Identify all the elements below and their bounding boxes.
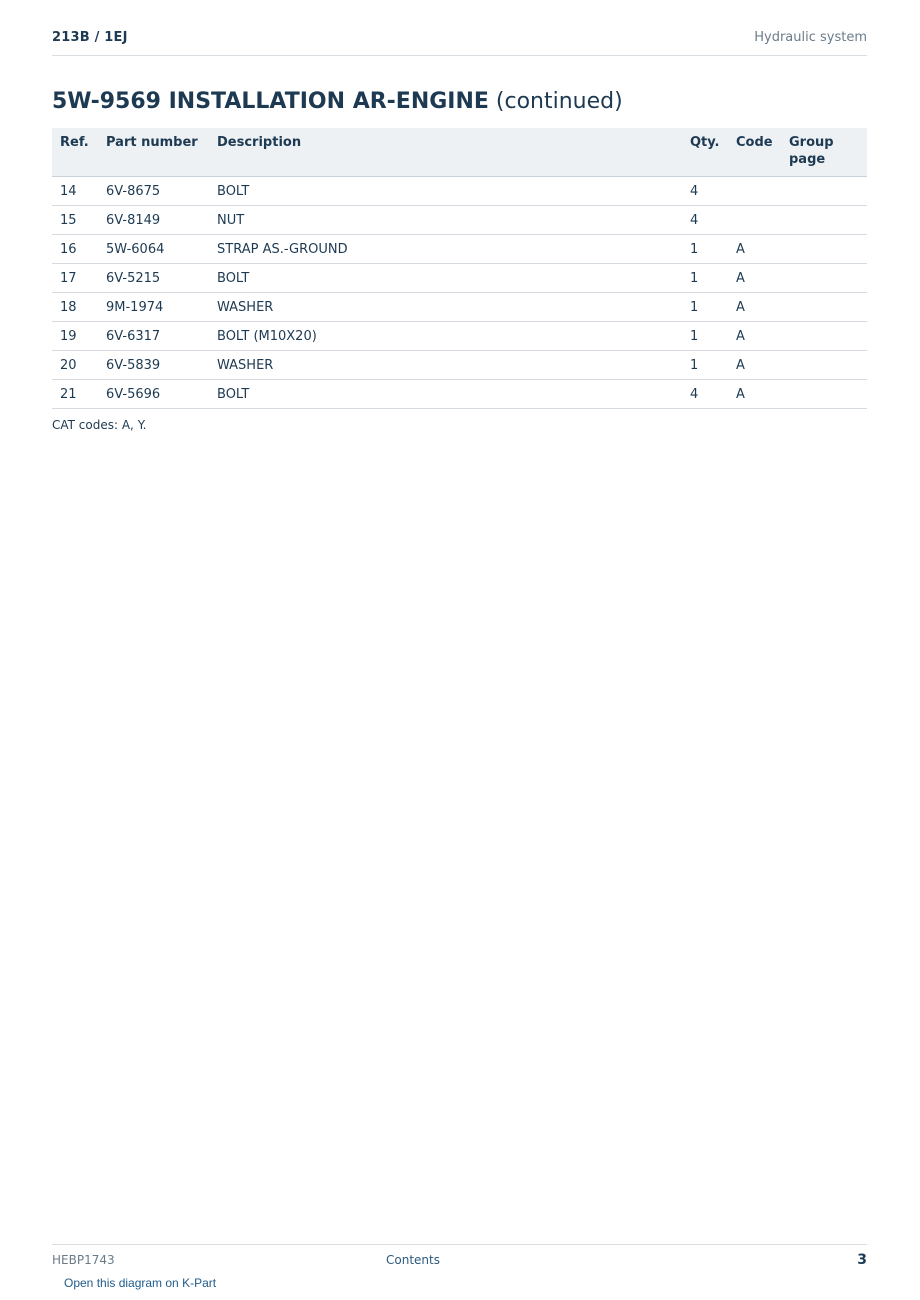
- cell-ref: 18: [52, 293, 98, 322]
- cell-code: A: [728, 322, 781, 351]
- cell-qty: 1: [682, 264, 728, 293]
- table-row: [52, 351, 867, 380]
- cell-group-page: [781, 293, 867, 322]
- table-row: [52, 177, 867, 206]
- cell-ref: 15: [52, 206, 98, 235]
- page-header: [52, 28, 867, 56]
- cell-description: WASHER: [209, 351, 682, 380]
- column-header-group-page: Group page: [781, 128, 867, 177]
- cell-ref: 21: [52, 380, 98, 409]
- page-number: 3: [857, 1252, 867, 1268]
- cell-description: BOLT: [209, 264, 682, 293]
- cell-ref: 17: [52, 264, 98, 293]
- cell-qty: 4: [682, 380, 728, 409]
- title-main: 5W-9569 INSTALLATION AR-ENGINE: [52, 89, 489, 114]
- cell-description: NUT: [209, 206, 682, 235]
- table-row: [52, 380, 867, 409]
- cell-qty: 4: [682, 177, 728, 206]
- model-label: 213B / 1EJ: [52, 30, 128, 45]
- cell-qty: 1: [682, 235, 728, 264]
- column-header-description: Description: [209, 128, 682, 177]
- cell-part-number: 6V-5215: [98, 264, 209, 293]
- cat-codes-note: CAT codes: A, Y.: [52, 418, 147, 432]
- cell-group-page: [781, 177, 867, 206]
- cell-group-page: [781, 206, 867, 235]
- title-continued: (continued): [488, 89, 623, 114]
- parts-table: [52, 128, 867, 409]
- cell-code: A: [728, 351, 781, 380]
- table-row: [52, 293, 867, 322]
- cell-description: BOLT: [209, 380, 682, 409]
- table-header-row: [52, 128, 867, 177]
- table-row: [52, 322, 867, 351]
- cell-part-number: 6V-5839: [98, 351, 209, 380]
- cell-description: BOLT: [209, 177, 682, 206]
- cell-qty: 4: [682, 206, 728, 235]
- cell-description: BOLT (M10X20): [209, 322, 682, 351]
- cell-part-number: 6V-8149: [98, 206, 209, 235]
- cell-code: [728, 177, 781, 206]
- cell-ref: 14: [52, 177, 98, 206]
- cell-part-number: 6V-8675: [98, 177, 209, 206]
- cell-code: A: [728, 264, 781, 293]
- cell-ref: 16: [52, 235, 98, 264]
- cell-group-page: [781, 351, 867, 380]
- table-row: [52, 264, 867, 293]
- cell-part-number: 5W-6064: [98, 235, 209, 264]
- cell-qty: 1: [682, 293, 728, 322]
- column-header-part-number: Part number: [98, 128, 209, 177]
- cell-code: A: [728, 235, 781, 264]
- cell-part-number: 9M-1974: [98, 293, 209, 322]
- cell-qty: 1: [682, 351, 728, 380]
- table-row: [52, 235, 867, 264]
- cell-part-number: 6V-5696: [98, 380, 209, 409]
- column-header-code: Code: [728, 128, 781, 177]
- document-id: HEBP1743: [52, 1253, 115, 1267]
- section-name: Hydraulic system: [754, 30, 867, 45]
- cell-group-page: [781, 380, 867, 409]
- cell-qty: 1: [682, 322, 728, 351]
- cell-code: A: [728, 380, 781, 409]
- column-header-qty: Qty.: [682, 128, 728, 177]
- cell-group-page: [781, 264, 867, 293]
- cell-ref: 19: [52, 322, 98, 351]
- cell-group-page: [781, 322, 867, 351]
- contents-link[interactable]: Contents: [386, 1253, 440, 1267]
- cell-ref: 20: [52, 351, 98, 380]
- cell-code: [728, 206, 781, 235]
- page-footer: [52, 1244, 867, 1275]
- cell-description: WASHER: [209, 293, 682, 322]
- cell-description: STRAP AS.-GROUND: [209, 235, 682, 264]
- page-title: [52, 89, 623, 114]
- cell-code: A: [728, 293, 781, 322]
- cell-group-page: [781, 235, 867, 264]
- cell-part-number: 6V-6317: [98, 322, 209, 351]
- open-kpart-link[interactable]: Open this diagram on K-Part: [64, 1276, 217, 1290]
- column-header-ref: Ref.: [52, 128, 98, 177]
- table-row: [52, 206, 867, 235]
